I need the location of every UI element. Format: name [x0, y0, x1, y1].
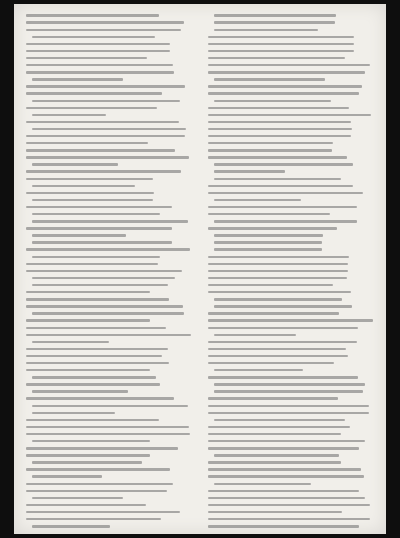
text-line-placeholder	[214, 29, 318, 31]
directory-entry-line	[208, 445, 374, 452]
text-line-placeholder	[208, 213, 330, 215]
directory-entry-line	[26, 473, 192, 480]
text-line-placeholder	[32, 213, 160, 215]
text-line-placeholder	[208, 468, 361, 470]
text-line-placeholder	[208, 291, 351, 293]
text-line-placeholder	[214, 298, 342, 300]
directory-entry-line	[26, 260, 192, 267]
text-line-placeholder	[32, 128, 186, 130]
directory-entry-line	[26, 296, 192, 303]
text-line-placeholder	[32, 185, 135, 187]
text-line-placeholder	[208, 312, 339, 314]
directory-entry-line	[208, 118, 374, 125]
text-line-placeholder	[208, 71, 365, 73]
directory-entry-line	[26, 111, 192, 118]
text-line-placeholder	[208, 433, 341, 435]
text-line-placeholder	[26, 426, 189, 428]
directory-entry-line	[26, 97, 192, 104]
directory-entry-line	[208, 19, 374, 26]
text-line-placeholder	[208, 412, 369, 414]
text-line-placeholder	[26, 64, 173, 66]
text-line-placeholder	[26, 142, 148, 144]
directory-entry-line	[208, 395, 374, 402]
directory-entry-line	[208, 161, 374, 168]
directory-entry-line	[208, 296, 374, 303]
directory-entry-line	[26, 55, 192, 62]
text-line-placeholder	[208, 114, 371, 116]
directory-entry-line	[208, 473, 374, 480]
text-line-placeholder	[208, 156, 347, 158]
directory-entry-line	[208, 416, 374, 423]
directory-entry-line	[26, 218, 192, 225]
text-line-placeholder	[208, 135, 351, 137]
text-line-placeholder	[32, 241, 172, 243]
directory-entry-line	[208, 402, 374, 409]
directory-entry-line	[208, 345, 374, 352]
text-line-placeholder	[32, 497, 123, 499]
directory-entry-line	[208, 111, 374, 118]
left-column	[26, 12, 192, 530]
text-line-placeholder	[208, 85, 362, 87]
directory-entry-line	[26, 438, 192, 445]
text-line-placeholder	[26, 227, 172, 229]
directory-entry-line	[26, 310, 192, 317]
text-line-placeholder	[208, 128, 352, 130]
directory-entry-line	[26, 416, 192, 423]
text-line-placeholder	[208, 497, 365, 499]
text-line-placeholder	[208, 92, 359, 94]
directory-entry-line	[208, 331, 374, 338]
text-line-placeholder	[26, 348, 168, 350]
directory-entry-line	[26, 204, 192, 211]
directory-entry-line	[208, 97, 374, 104]
text-line-placeholder	[208, 57, 345, 59]
text-line-placeholder	[26, 291, 150, 293]
directory-entry-line	[26, 459, 192, 466]
directory-entry-line	[208, 133, 374, 140]
text-line-placeholder	[32, 412, 115, 414]
text-line-placeholder	[26, 29, 181, 31]
text-line-placeholder	[208, 206, 357, 208]
text-line-placeholder	[26, 447, 178, 449]
directory-entry-line	[208, 26, 374, 33]
directory-entry-line	[26, 19, 192, 26]
text-line-placeholder	[26, 85, 185, 87]
directory-entry-line	[208, 388, 374, 395]
directory-entry-line	[26, 140, 192, 147]
directory-entry-line	[208, 338, 374, 345]
directory-entry-line	[208, 267, 374, 274]
text-line-placeholder	[208, 490, 359, 492]
directory-entry-line	[26, 12, 192, 19]
directory-entry-line	[26, 494, 192, 501]
text-line-placeholder	[208, 376, 358, 378]
text-line-placeholder	[208, 227, 337, 229]
text-line-placeholder	[208, 348, 346, 350]
text-line-placeholder	[208, 107, 349, 109]
text-line-placeholder	[214, 220, 357, 222]
directory-entry-line	[26, 402, 192, 409]
text-line-placeholder	[26, 107, 157, 109]
text-line-placeholder	[26, 511, 180, 513]
directory-entry-line	[208, 303, 374, 310]
directory-entry-line	[208, 253, 374, 260]
text-line-placeholder	[214, 383, 365, 385]
text-line-placeholder	[32, 461, 142, 463]
directory-entry-line	[208, 196, 374, 203]
text-line-placeholder	[32, 114, 106, 116]
text-line-placeholder	[214, 163, 353, 165]
text-line-placeholder	[26, 305, 183, 307]
text-line-placeholder	[32, 199, 153, 201]
directory-entry-line	[26, 360, 192, 367]
directory-entry-line	[26, 168, 192, 175]
text-line-placeholder	[208, 355, 348, 357]
text-line-placeholder	[26, 270, 182, 272]
directory-entry-line	[26, 126, 192, 133]
text-line-placeholder	[26, 178, 153, 180]
directory-entry-line	[26, 69, 192, 76]
directory-entry-line	[26, 487, 192, 494]
text-line-placeholder	[32, 312, 184, 314]
directory-entry-line	[208, 317, 374, 324]
text-line-placeholder	[208, 504, 370, 506]
directory-entry-line	[26, 523, 192, 530]
text-line-placeholder	[26, 170, 181, 172]
directory-entry-line	[26, 409, 192, 416]
directory-entry-line	[26, 246, 192, 253]
directory-entry-line	[208, 374, 374, 381]
text-line-placeholder	[214, 419, 345, 421]
text-line-placeholder	[214, 100, 331, 102]
directory-entry-line	[208, 83, 374, 90]
directory-entry-line	[208, 501, 374, 508]
directory-entry-line	[26, 47, 192, 54]
text-line-placeholder	[208, 426, 350, 428]
directory-entry-line	[26, 466, 192, 473]
text-line-placeholder	[26, 135, 185, 137]
directory-entry-line	[26, 501, 192, 508]
directory-entry-line	[26, 83, 192, 90]
text-line-placeholder	[26, 454, 150, 456]
text-line-placeholder	[32, 256, 160, 258]
text-line-placeholder	[26, 57, 147, 59]
text-line-placeholder	[26, 71, 174, 73]
directory-entry-line	[26, 118, 192, 125]
text-line-placeholder	[208, 185, 353, 187]
text-line-placeholder	[214, 178, 341, 180]
directory-entry-line	[26, 381, 192, 388]
directory-entry-line	[26, 182, 192, 189]
directory-entry-line	[208, 367, 374, 374]
text-line-placeholder	[26, 369, 150, 371]
text-line-placeholder	[214, 334, 296, 336]
text-line-placeholder	[32, 220, 188, 222]
directory-entry-line	[26, 196, 192, 203]
text-line-placeholder	[26, 248, 190, 250]
text-line-placeholder	[32, 525, 110, 527]
directory-entry-line	[208, 232, 374, 239]
directory-entry-line	[26, 267, 192, 274]
directory-entry-line	[208, 40, 374, 47]
text-line-placeholder	[208, 36, 354, 38]
directory-entry-line	[26, 516, 192, 523]
text-line-placeholder	[32, 440, 150, 442]
text-line-placeholder	[26, 518, 161, 520]
text-line-placeholder	[208, 121, 351, 123]
text-line-placeholder	[208, 397, 338, 399]
right-column	[208, 12, 374, 530]
directory-entry-line	[26, 33, 192, 40]
directory-entry-line	[208, 360, 374, 367]
directory-entry-line	[208, 523, 374, 530]
directory-entry-line	[26, 388, 192, 395]
directory-entry-line	[208, 310, 374, 317]
directory-entry-line	[208, 69, 374, 76]
directory-entry-line	[208, 353, 374, 360]
directory-entry-line	[26, 480, 192, 487]
text-line-placeholder	[208, 461, 341, 463]
directory-entry-line	[208, 47, 374, 54]
text-line-placeholder	[26, 192, 154, 194]
text-line-placeholder	[26, 490, 167, 492]
text-line-placeholder	[208, 440, 365, 442]
directory-entry-line	[208, 189, 374, 196]
directory-entry-line	[26, 232, 192, 239]
text-line-placeholder	[32, 78, 123, 80]
text-line-placeholder	[32, 163, 118, 165]
document-page	[14, 4, 386, 534]
directory-entry-line	[208, 289, 374, 296]
text-line-placeholder	[208, 50, 354, 52]
text-line-placeholder	[214, 390, 363, 392]
text-line-placeholder	[32, 234, 126, 236]
text-line-placeholder	[214, 248, 322, 250]
text-line-placeholder	[26, 92, 162, 94]
text-line-placeholder	[26, 355, 162, 357]
directory-entry-line	[208, 140, 374, 147]
directory-entry-line	[26, 431, 192, 438]
text-line-placeholder	[26, 483, 173, 485]
directory-entry-line	[26, 147, 192, 154]
directory-entry-line	[208, 33, 374, 40]
text-line-placeholder	[208, 142, 333, 144]
directory-entry-line	[208, 147, 374, 154]
directory-entry-line	[26, 189, 192, 196]
text-line-placeholder	[26, 504, 146, 506]
directory-entry-line	[208, 168, 374, 175]
text-line-placeholder	[214, 170, 285, 172]
text-line-placeholder	[208, 192, 363, 194]
text-line-placeholder	[214, 305, 352, 307]
directory-entry-line	[26, 317, 192, 324]
text-line-placeholder	[26, 156, 189, 158]
directory-entry-line	[26, 161, 192, 168]
directory-entry-line	[26, 133, 192, 140]
directory-entry-line	[208, 182, 374, 189]
text-line-placeholder	[26, 43, 170, 45]
directory-entry-line	[208, 126, 374, 133]
directory-entry-line	[26, 452, 192, 459]
directory-entry-line	[26, 324, 192, 331]
directory-entry-line	[208, 274, 374, 281]
text-line-placeholder	[26, 149, 175, 151]
text-line-placeholder	[208, 149, 332, 151]
text-line-placeholder	[26, 433, 190, 435]
text-line-placeholder	[214, 369, 303, 371]
directory-entry-line	[26, 211, 192, 218]
directory-entry-line	[208, 381, 374, 388]
text-line-placeholder	[214, 21, 335, 23]
text-line-placeholder	[208, 511, 342, 513]
text-line-placeholder	[26, 327, 166, 329]
directory-entry-line	[26, 26, 192, 33]
directory-entry-line	[26, 154, 192, 161]
text-line-placeholder	[26, 334, 191, 336]
directory-entry-line	[26, 104, 192, 111]
text-line-placeholder	[208, 447, 359, 449]
directory-entry-line	[208, 62, 374, 69]
directory-entry-line	[26, 289, 192, 296]
directory-entry-line	[208, 516, 374, 523]
text-line-placeholder	[214, 234, 323, 236]
text-line-placeholder	[208, 518, 370, 520]
directory-entry-line	[208, 509, 374, 516]
directory-entry-line	[26, 62, 192, 69]
directory-entry-line	[208, 431, 374, 438]
text-line-placeholder	[32, 341, 109, 343]
text-line-placeholder	[214, 454, 339, 456]
directory-entry-line	[26, 395, 192, 402]
text-line-placeholder	[32, 100, 180, 102]
text-line-placeholder	[32, 390, 128, 392]
text-line-placeholder	[214, 14, 336, 16]
directory-entry-line	[26, 345, 192, 352]
text-line-placeholder	[26, 263, 158, 265]
text-line-placeholder	[208, 319, 373, 321]
text-line-placeholder	[208, 405, 369, 407]
directory-entry-line	[208, 239, 374, 246]
text-line-placeholder	[208, 525, 359, 527]
text-line-placeholder	[208, 43, 354, 45]
text-line-placeholder	[26, 319, 150, 321]
directory-entry-line	[208, 282, 374, 289]
text-line-placeholder	[208, 284, 333, 286]
directory-entry-line	[208, 154, 374, 161]
text-line-placeholder	[214, 241, 322, 243]
text-line-placeholder	[208, 362, 334, 364]
text-line-placeholder	[208, 277, 347, 279]
directory-entry-line	[26, 274, 192, 281]
text-line-placeholder	[26, 50, 170, 52]
directory-entry-line	[208, 218, 374, 225]
directory-entry-line	[26, 353, 192, 360]
text-line-placeholder	[26, 468, 170, 470]
text-line-placeholder	[32, 475, 102, 477]
text-line-placeholder	[32, 36, 155, 38]
text-line-placeholder	[26, 121, 179, 123]
text-line-placeholder	[208, 263, 348, 265]
directory-entry-line	[208, 452, 374, 459]
directory-entry-line	[208, 76, 374, 83]
directory-entry-line	[208, 438, 374, 445]
text-line-placeholder	[26, 298, 169, 300]
directory-entry-line	[208, 104, 374, 111]
text-line-placeholder	[214, 483, 311, 485]
directory-entry-line	[208, 487, 374, 494]
text-line-placeholder	[26, 397, 174, 399]
text-line-placeholder	[214, 78, 325, 80]
text-line-placeholder	[32, 277, 175, 279]
directory-entry-line	[26, 367, 192, 374]
directory-entry-line	[208, 459, 374, 466]
text-line-placeholder	[208, 256, 349, 258]
text-line-placeholder	[208, 64, 370, 66]
directory-entry-line	[26, 225, 192, 232]
directory-entry-line	[26, 374, 192, 381]
directory-entry-line	[208, 260, 374, 267]
text-line-placeholder	[26, 362, 169, 364]
text-line-placeholder	[26, 383, 160, 385]
text-line-placeholder	[26, 21, 184, 23]
directory-entry-line	[26, 338, 192, 345]
directory-entry-line	[26, 509, 192, 516]
directory-entry-line	[26, 303, 192, 310]
directory-entry-line	[208, 480, 374, 487]
directory-entry-line	[26, 239, 192, 246]
directory-entry-line	[26, 423, 192, 430]
directory-entry-line	[26, 76, 192, 83]
text-line-placeholder	[26, 206, 172, 208]
text-line-placeholder	[32, 376, 156, 378]
directory-entry-line	[208, 423, 374, 430]
text-line-placeholder	[32, 284, 168, 286]
text-line-placeholder	[32, 405, 188, 407]
directory-entry-line	[208, 409, 374, 416]
directory-entry-line	[26, 40, 192, 47]
directory-entry-line	[26, 175, 192, 182]
text-line-placeholder	[26, 419, 159, 421]
directory-entry-line	[208, 324, 374, 331]
directory-entry-line	[26, 445, 192, 452]
directory-entry-line	[208, 90, 374, 97]
text-line-placeholder	[214, 199, 301, 201]
directory-entry-line	[208, 466, 374, 473]
directory-entry-line	[26, 331, 192, 338]
directory-entry-line	[26, 253, 192, 260]
text-line-placeholder	[26, 14, 159, 16]
directory-entry-line	[208, 204, 374, 211]
text-line-placeholder	[208, 270, 348, 272]
text-line-placeholder	[208, 475, 364, 477]
directory-entry-line	[208, 12, 374, 19]
directory-entry-line	[26, 282, 192, 289]
text-line-placeholder	[208, 341, 357, 343]
directory-entry-line	[208, 55, 374, 62]
directory-entry-line	[26, 90, 192, 97]
text-line-placeholder	[208, 327, 358, 329]
directory-entry-line	[208, 225, 374, 232]
directory-entry-line	[208, 494, 374, 501]
directory-entry-line	[208, 246, 374, 253]
directory-entry-line	[208, 211, 374, 218]
directory-entry-line	[208, 175, 374, 182]
